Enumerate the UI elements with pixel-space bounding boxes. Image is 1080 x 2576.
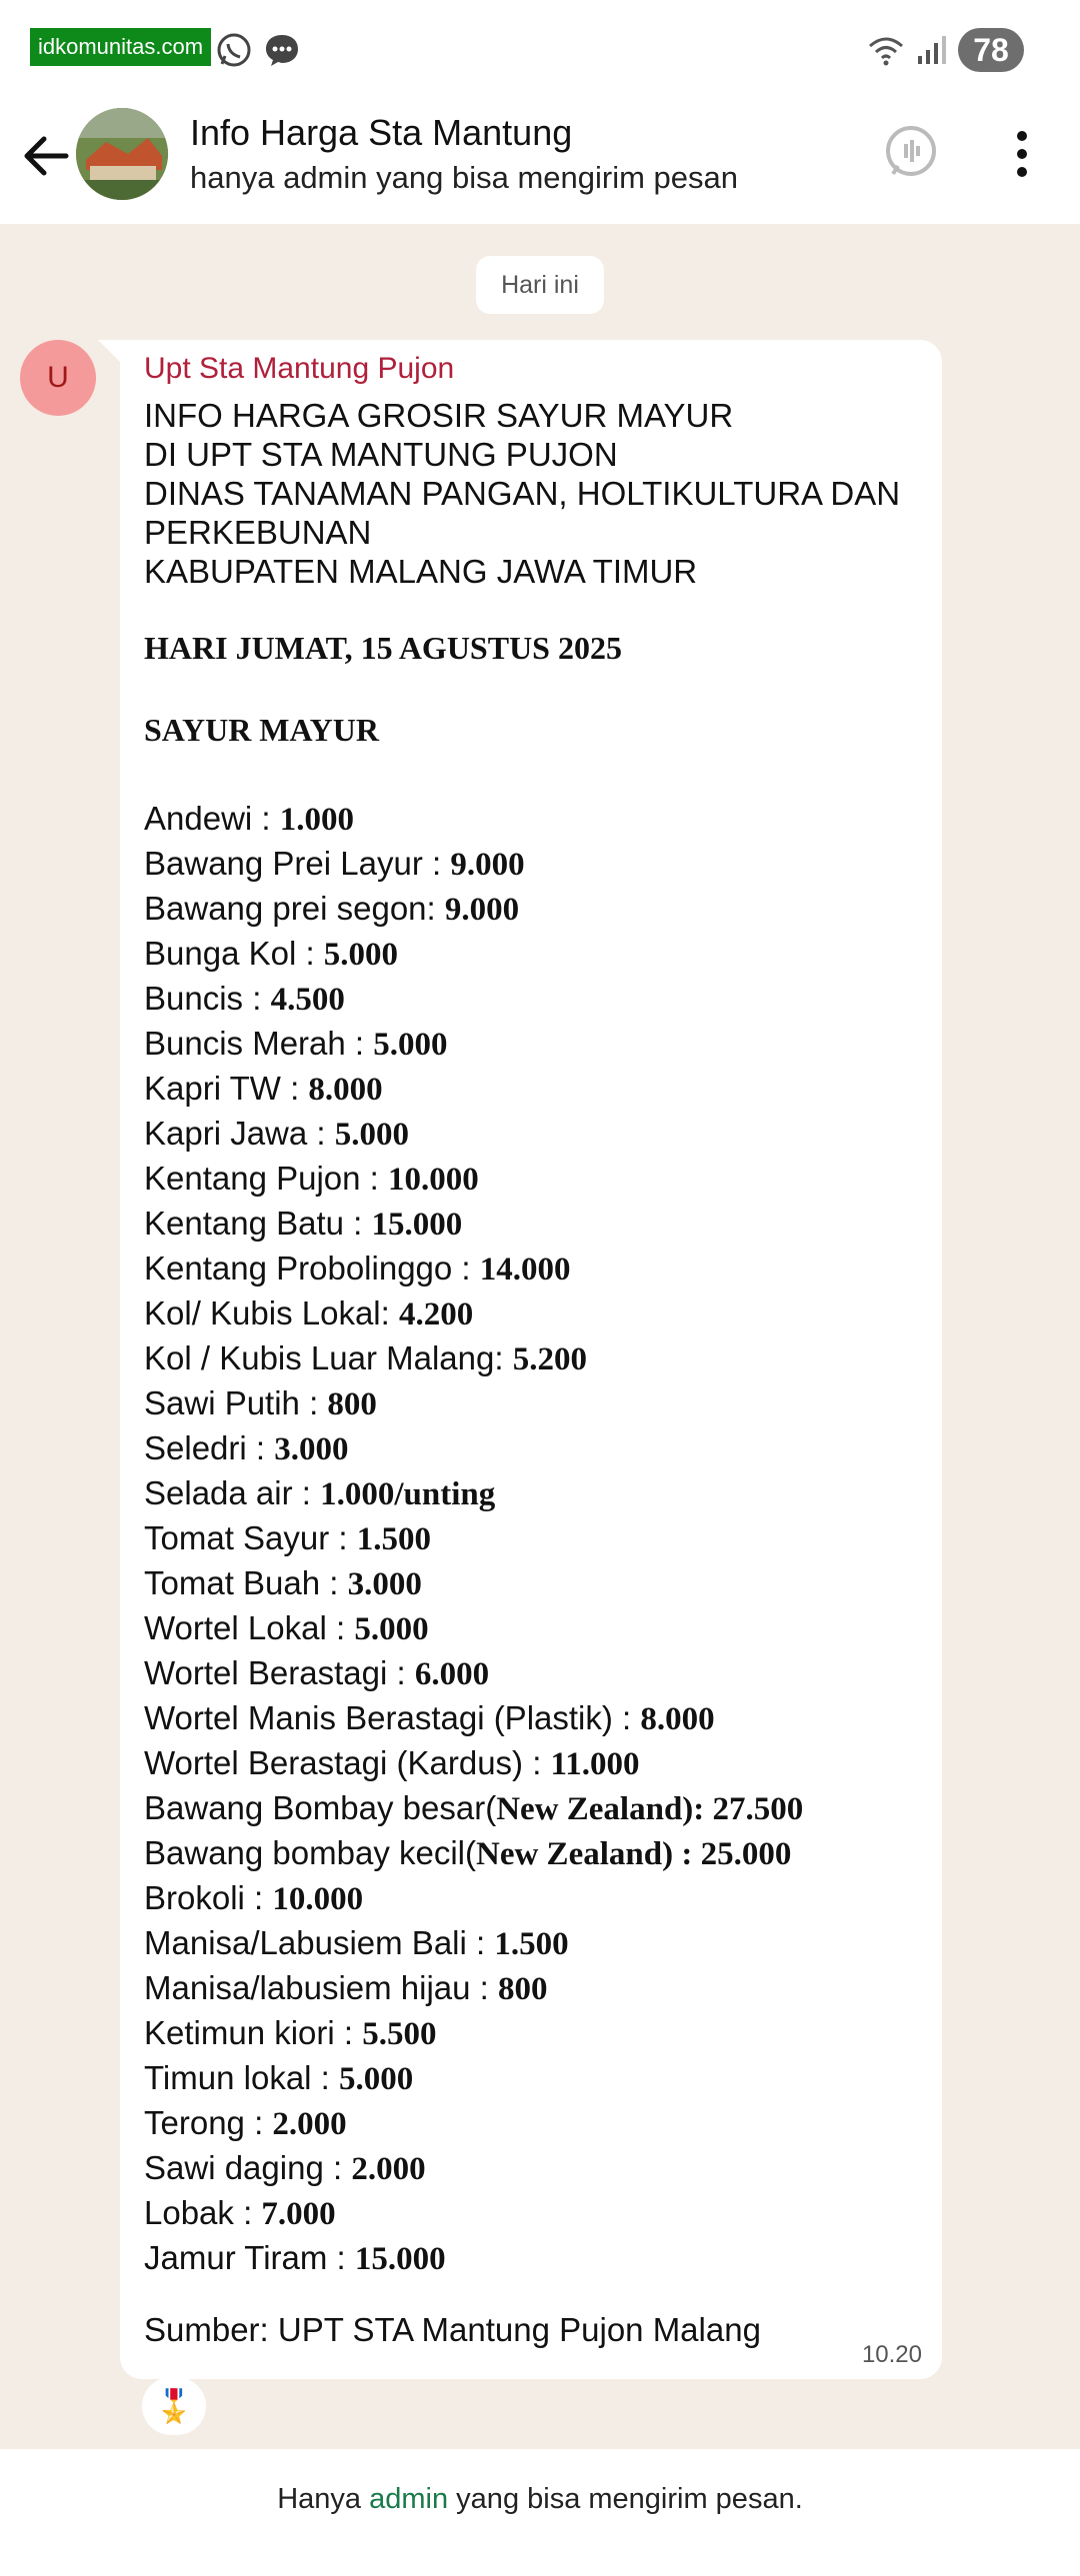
chat-subtitle: hanya admin yang bisa mengirim pesan	[190, 160, 738, 195]
date-separator: Hari ini	[476, 256, 604, 314]
price-item-name: Ketimun kiori :	[144, 2014, 363, 2051]
price-item-value: New Zealand): 27.500	[496, 1791, 804, 1827]
price-item-value: 5.500	[362, 2016, 437, 2052]
message-source: Sumber: UPT STA Mantung Pujon Malang	[144, 2311, 761, 2348]
price-item-name: Bunga Kol :	[144, 935, 324, 972]
price-item-value: New Zealand) : 25.000	[476, 1836, 792, 1872]
price-item-name: Terong :	[144, 2104, 273, 2141]
price-item-value: 9.000	[450, 847, 525, 883]
price-item-value: 5.200	[512, 1341, 587, 1377]
price-row	[144, 1965, 924, 2010]
intro-line: DINAS TANAMAN PANGAN, HOLTIKULTURA DAN	[144, 475, 901, 512]
price-row	[144, 2010, 924, 2055]
sender-avatar[interactable]: U	[20, 340, 96, 416]
price-row	[144, 796, 924, 841]
battery-indicator: 78	[958, 28, 1024, 72]
price-row	[144, 1740, 924, 1785]
chat-title[interactable]: Info Harga Sta Mantung	[190, 112, 573, 153]
price-row	[144, 976, 924, 1021]
price-item-name: Jamur Tiram :	[144, 2239, 355, 2276]
price-item-value: 15.000	[354, 2241, 446, 2277]
price-list	[144, 796, 924, 2280]
price-item-value: 14.000	[479, 1252, 571, 1288]
price-item-name: Tomat Buah :	[144, 1564, 348, 1601]
price-item-value: 5.000	[323, 937, 399, 973]
price-item-value: 5.000	[334, 1117, 409, 1153]
price-item-value: 10.000	[272, 1881, 364, 1917]
voice-chat-icon[interactable]	[880, 122, 942, 184]
price-item-value: 800	[498, 1971, 548, 2007]
price-row	[144, 1785, 924, 1830]
price-item-name: Brokoli :	[144, 1879, 273, 1916]
price-item-name: Kentang Probolinggo :	[144, 1250, 480, 1287]
message-bubble[interactable]	[120, 340, 942, 2379]
price-row	[144, 1201, 924, 1246]
signal-icon	[912, 30, 952, 70]
price-item-value: 10.000	[388, 1162, 479, 1198]
group-avatar[interactable]	[76, 108, 168, 200]
price-item-value: 1.000	[279, 802, 354, 838]
price-item-value: 5.000	[354, 1611, 429, 1647]
price-item-value: 15.000	[371, 1207, 463, 1243]
price-item-name: Kol / Kubis Luar Malang:	[144, 1339, 513, 1376]
price-item-value: 11.000	[550, 1746, 640, 1782]
whatsapp-icon	[214, 30, 254, 70]
price-item-name: Bawang bombay kecil(	[144, 1834, 476, 1871]
price-item-value: 6.000	[414, 1656, 490, 1692]
section-heading: SAYUR MAYUR	[144, 712, 379, 748]
price-item-value: 2.000	[272, 2106, 347, 2142]
chat-header	[0, 100, 1080, 224]
more-options-icon[interactable]	[1000, 124, 1044, 184]
price-row	[144, 1875, 924, 1920]
status-bar	[0, 0, 1080, 100]
admin-link[interactable]: admin	[369, 2483, 449, 2515]
price-item-name: Selada air :	[144, 1474, 321, 1511]
price-item-value: 1.000/unting	[320, 1476, 496, 1512]
price-row	[144, 1156, 924, 1201]
price-item-value: 4.200	[398, 1296, 474, 1332]
back-arrow-icon[interactable]	[16, 126, 76, 186]
notice-prefix: Hanya	[277, 2483, 370, 2515]
notice-suffix: yang bisa mengirim pesan.	[448, 2483, 803, 2515]
message-date: HARI JUMAT, 15 AGUSTUS 2025	[144, 630, 622, 666]
price-row	[144, 1920, 924, 1965]
price-row	[144, 1605, 924, 1650]
price-item-value: 5.000	[373, 1027, 448, 1063]
price-row	[144, 1650, 924, 1695]
price-item-name: Kentang Batu :	[144, 1205, 372, 1242]
message-icon	[262, 30, 302, 70]
price-item-name: Tomat Sayur :	[144, 1519, 357, 1556]
price-row	[144, 841, 924, 886]
price-row	[144, 1021, 924, 1066]
price-row	[144, 1470, 924, 1515]
price-item-value: 4.500	[270, 982, 345, 1018]
price-item-name: Kapri TW :	[144, 1070, 309, 1107]
price-row	[144, 1830, 924, 1875]
price-item-name: Andewi :	[144, 800, 280, 837]
price-row	[144, 931, 924, 976]
intro-line: INFO HARGA GROSIR SAYUR MAYUR	[144, 397, 734, 434]
price-row	[144, 1066, 924, 1111]
price-item-value: 2.000	[351, 2151, 426, 2187]
intro-line: DI UPT STA MANTUNG PUJON	[144, 436, 618, 473]
wifi-icon	[866, 30, 906, 70]
price-item-name: Bawang Prei Layur :	[144, 845, 451, 882]
price-row	[144, 2190, 924, 2235]
price-row	[144, 1111, 924, 1156]
price-item-name: Wortel Berastagi (Kardus) :	[144, 1744, 551, 1781]
intro-line: PERKEBUNAN	[144, 514, 372, 551]
price-row	[144, 2235, 924, 2280]
price-item-name: Seledri :	[144, 1429, 275, 1466]
price-item-name: Wortel Berastagi :	[144, 1654, 415, 1691]
price-item-value: 9.000	[444, 892, 520, 928]
price-row	[144, 1515, 924, 1560]
price-item-name: Wortel Lokal :	[144, 1609, 355, 1646]
price-row	[144, 1425, 924, 1470]
price-row	[144, 1290, 924, 1335]
price-row	[144, 2100, 924, 2145]
group-photo-image	[76, 108, 168, 200]
reaction-badge[interactable]: 🎖️	[142, 2377, 206, 2435]
price-item-value: 5.000	[339, 2061, 414, 2097]
message-time: 10.20	[861, 2341, 922, 2368]
price-row	[144, 2145, 924, 2190]
price-item-value: 1.500	[356, 1521, 431, 1557]
price-item-value: 8.000	[308, 1072, 383, 1108]
price-item-name: Wortel Manis Berastagi (Plastik) :	[144, 1699, 641, 1736]
price-row	[144, 1695, 924, 1740]
price-item-name: Lobak :	[144, 2194, 262, 2231]
price-item-name: Kol/ Kubis Lokal:	[144, 1294, 399, 1331]
price-item-value: 7.000	[261, 2196, 336, 2232]
price-row	[144, 1246, 924, 1290]
price-item-name: Kentang Pujon :	[144, 1160, 389, 1197]
price-item-value: 1.500	[494, 1926, 569, 1962]
sender-name[interactable]: Upt Sta Mantung Pujon	[144, 352, 455, 385]
price-item-value: 3.000	[274, 1431, 349, 1467]
price-row	[144, 886, 924, 931]
price-row	[144, 1335, 924, 1380]
price-row	[144, 1560, 924, 1605]
price-item-name: Bawang prei segon:	[144, 890, 445, 927]
price-item-name: Manisa/labusiem hijau :	[144, 1969, 499, 2006]
admin-only-notice	[0, 2449, 1080, 2576]
price-item-value: 3.000	[347, 1566, 422, 1602]
message-intro	[144, 396, 900, 591]
price-item-name: Timun lokal :	[144, 2059, 340, 2096]
intro-line: KABUPATEN MALANG JAWA TIMUR	[144, 553, 698, 590]
price-item-name: Buncis :	[144, 980, 271, 1017]
price-item-value: 8.000	[640, 1701, 715, 1737]
price-item-name: Manisa/Labusiem Bali :	[144, 1924, 495, 1961]
price-item-name: Sawi daging :	[144, 2149, 352, 2186]
price-item-value: 800	[327, 1386, 377, 1422]
price-item-name: Kapri Jawa :	[144, 1115, 335, 1152]
price-item-name: Sawi Putih :	[144, 1384, 328, 1421]
price-row	[144, 1380, 924, 1425]
watermark: idkomunitas.com	[30, 28, 211, 66]
price-item-name: Buncis Merah :	[144, 1025, 374, 1062]
price-row	[144, 2055, 924, 2100]
price-item-name: Bawang Bombay besar(	[144, 1789, 497, 1826]
